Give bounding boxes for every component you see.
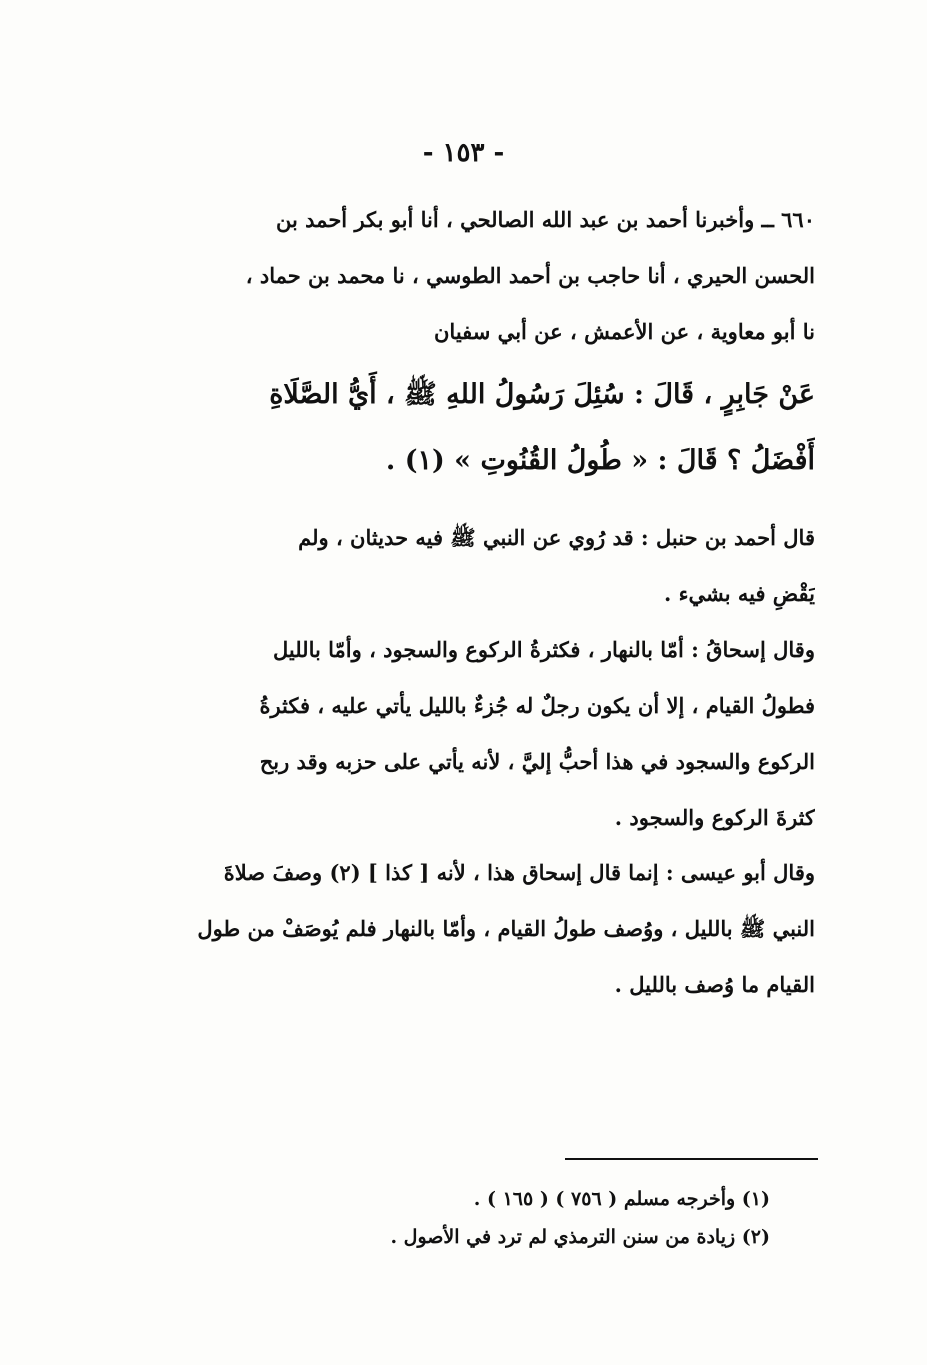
footnote-1: (١) وأخرجه مسلم ( ٧٥٦ ) ( ١٦٥ ) . — [473, 1188, 770, 1210]
commentary-ahmad — [165, 510, 815, 622]
text-line: الركوع والسجود في هذا أحبُّ إليَّ ، لأنه يأتي على حزبه وقد ربح — [259, 749, 815, 774]
text-line: وقال إسحاقُ : أمّا بالنهار ، فكثرةُ الركوع والسجود ، وأمّا بالليل — [272, 637, 815, 662]
page-number: - ١٥٣ - — [422, 138, 505, 168]
text-line: يَقْضِ فيه بشيء . — [663, 581, 815, 606]
text-line: نا أبو معاوية ، عن الأعمش ، عن أبي سفيان — [434, 319, 815, 344]
hadith-line: أَفْضَلُ ؟ قَالَ : « طُولُ القُنُوتِ » (١) . — [385, 445, 815, 476]
text-line: الحسن الحيري ، أنا حاجب بن أحمد الطوسي ، نا محمد بن حماد ، — [245, 263, 815, 288]
text-line: ٦٦٠ ــ وأخبرنا أحمد بن عبد الله الصالحي ، أنا أبو بكر أحمد بن — [276, 207, 815, 232]
commentary-ishaq — [165, 622, 815, 846]
text-line: كثرةَ الركوع والسجود . — [614, 805, 815, 830]
footnote-divider — [565, 1158, 818, 1160]
text-line: النبي ﷺ بالليل ، ووُصف طولُ القيام ، وأمّا بالنهار فلم يُوصَفْ من طول — [197, 916, 815, 941]
text-line: القيام ما وُصف بالليل . — [614, 972, 815, 997]
text-line: قال أحمد بن حنبل : قد رُوي عن النبي ﷺ فيه حديثان ، ولم — [298, 525, 815, 550]
footnotes — [300, 1180, 770, 1256]
text-line: فطولُ القيام ، إلا أن يكون رجلٌ له جُزءٌ بالليل يأتي عليه ، فكثرةُ — [259, 693, 815, 718]
text-line: وقال أبو عيسى : إنما قال إسحاق هذا ، لأنه [ كذا ] (٢) وصفَ صلاةَ — [223, 860, 815, 885]
isnad-paragraph — [165, 192, 815, 360]
commentary-abu-isa — [165, 845, 815, 1013]
hadith-text — [165, 362, 815, 494]
hadith-line: عَنْ جَابِرٍ ، قَالَ : سُئِلَ رَسُولُ اللهِ ﷺ ، أَيُّ الصَّلَاةِ — [269, 379, 815, 410]
footnote-2: (٢) زيادة من سنن الترمذي لم ترد في الأصول . — [390, 1226, 770, 1248]
